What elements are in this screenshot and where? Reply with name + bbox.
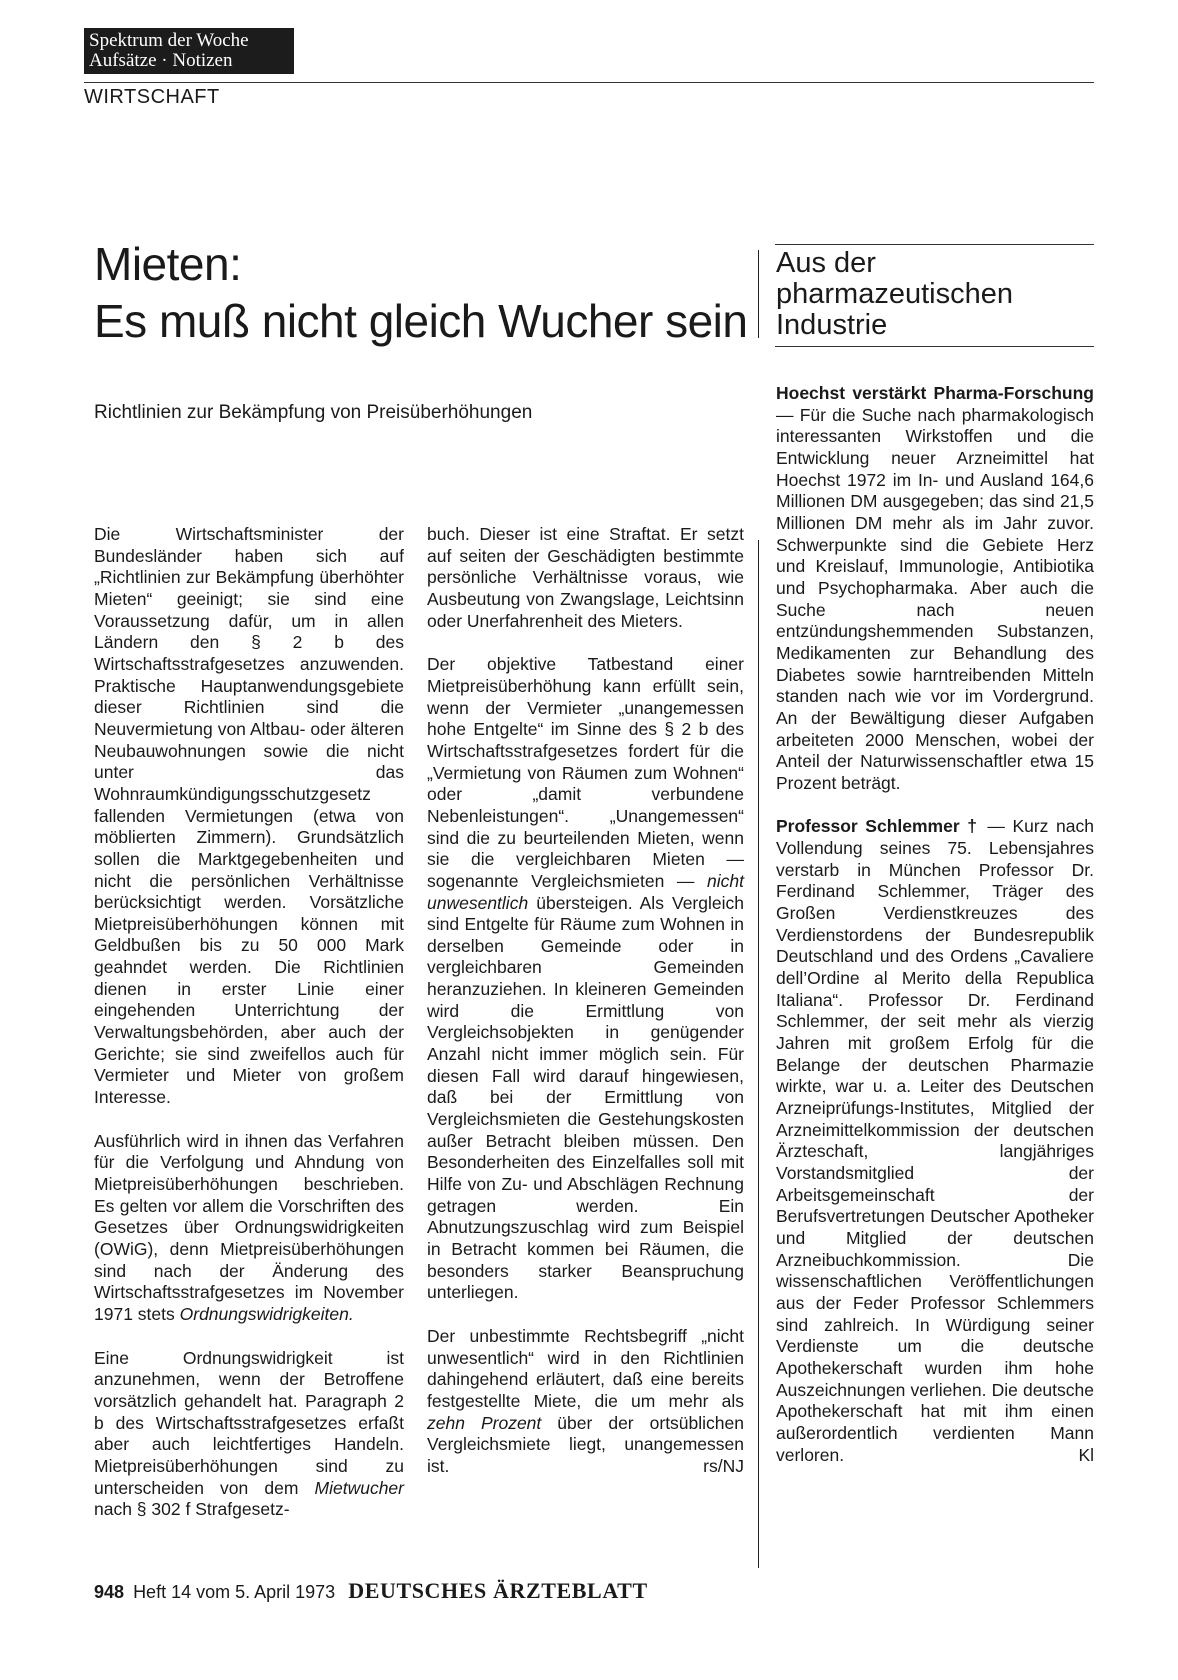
article-title-line-2: Es muß nicht gleich Wucher sein [94,295,748,347]
sidebar-rule-bottom [775,346,1094,347]
news-item-heading: Professor Schlemmer † [776,816,980,837]
emphasis-text: nicht unwesentlich [427,870,744,913]
paragraph-text: Der unbestimmte Rechtsbegriff „nicht unwesentlich“ wird in den Richtlinien dahingehend erläutert, daß eine bereits festgestellte Miete, die um mehr als [427,1325,744,1411]
journal-name: DEUTSCHES ÄRZTEBLATT [348,1578,648,1603]
sidebar-title-line-2: pharmazeutischen [776,278,1013,310]
paragraph [94,1131,404,1326]
header-rule [84,82,1094,83]
author-signature: rs/NJ [703,1455,744,1476]
emphasis-text: Ordnungswidrigkeiten. [179,1303,354,1324]
article-subtitle: Richtlinien zur Bekämpfung von Preisüberhöhungen [94,402,533,423]
sidebar-title [776,248,1094,341]
page-footer [94,1578,648,1604]
badge-line-2: Aufsätze · Notizen [89,50,233,71]
section-badge [84,28,294,74]
paragraph-text: Ausführlich wird in ihnen das Verfahren für die Verfolgung und Ahndung von Mietpreisüberhöhungen beschrieben. Es gelten vor allem die Vorschriften des Gesetzes über Ordnungswidrigkeiten (OWiG), denn Mietpreisüberhöhungen sind nach der Änderung des Wirtschaftsstrafgesetzes im November 1971 stets [94,1130,404,1324]
badge-line-1: Spektrum der Woche [89,30,249,51]
paragraph-text: übersteigen. Als Vergleich sind Entgelte für Räume zum Wohnen in derselben Gemeinde oder in vergleichbaren Gemeinden heranzuziehen. In kleineren Gemeinden wird die Ermittlung von Vergleichsobjekten in genügender Anzahl nicht immer möglich sein. Für diesen Fall wird darauf hingewiesen, daß bei der Ermittlung von Vergleichsmieten die Gestehungskosten außer Betracht bleiben müssen. Den Besonderheiten des Einzelfalles soll mit Hilfe von Zu- und Abschlägen Rechnung getragen werden. Ein Abnutzungszuschlag wird zum Beispiel in Betracht kommen bei Räumen, die besonders starker Beanspruchung unterliegen. [427,892,744,1303]
paragraph-text: über der ortsüblichen Vergleichsmiete liegt, unangemessen ist. [427,1412,744,1476]
news-item [776,383,1094,794]
column-divider-top [758,250,759,338]
article-title [94,236,747,350]
page-number: 948 [94,1582,125,1602]
paragraph [94,1348,404,1521]
news-item-text: — Kurz nach Vollendung seines 75. Lebensjahres verstarb in München Professor Dr. Ferdinand Schlemmer, Träger des Großen Verdienstkreuzes des Verdienstordens der Bundesrepublik Deutschland und des Ordens „Cavaliere dell’Ordine al Merito della Republica Italiana“. Professor Dr. Ferdinand Schlemmer, der seit mehr als vierzig Jahren mit großem Erfolg für die Belange der deutschen Pharmazie wirkte, war u. a. Leiter des Deutschen Arzneiprüfungs-Institutes, Mitglied der Arzneimittelkommission der deutschen Ärzteschaft, langjähriges Vorstandsmitglied der Arbeitsgemeinschaft der Berufsvertretungen Deutscher Apotheker und Mitglied der deutschen Arzneibuchkommission. Die wissenschaftlichen Veröffentlichungen aus der Feder Professor Schlemmers sind zahlreich. In Würdigung seiner Verdienste um die deutsche Apothekerschaft wurden ihm hohe Auszeichnungen verliehen. Die deutsche Apothekerschaft hat mit ihm einen außerordentlich verdienten Mann verloren. [776,816,1094,1465]
emphasis-text: zehn Prozent [427,1412,542,1433]
paragraph: buch. Dieser ist eine Straftat. Er setzt auf seiten der Geschädigten bestimmte persönliche Verhältnisse voraus, wie Ausbeutung von Zwangslage, Leichtsinn oder Unerfahrenheit des Mieters. [427,524,744,631]
issue-info: Heft 14 vom 5. April 1973 [133,1582,336,1602]
column-divider [758,540,759,1568]
sidebar-title-line-3: Industrie [776,309,888,341]
paragraph-text: nach § 302 f Strafgesetz- [94,1499,290,1520]
sidebar-column [776,383,1094,1466]
article-column-left [94,524,404,1521]
article-column-middle [427,524,744,1478]
news-item-heading: Hoechst verstärkt Pharma-Forschung [776,383,1094,403]
sidebar-rule-top [775,244,1094,245]
article-title-line-1: Mieten: [94,238,242,290]
paragraph [427,654,744,1304]
paragraph-text: Eine Ordnungswidrigkeit ist anzunehmen, wenn der Betroffene vorsätzlich gehandelt hat. Paragraph 2 b des Wirtschaftsstrafgesetzes erfaßt aber auch leichtfertiges Handeln. Mietpreisüberhöhungen sind zu unterscheiden von dem [94,1347,404,1498]
paragraph: Die Wirtschaftsminister der Bundesländer haben sich auf „Richtlinien zur Bekämpfung überhöhter Mieten“ geeinigt; sie sind eine Voraussetzung dafür, um in allen Ländern den § 2 b des Wirtschaftsstrafgesetzes anzuwenden. Praktische Hauptanwendungsgebiete dieser Richtlinien sind die Neuvermietung von Altbau- oder älteren Neubauwohnungen sowie die nicht unter das Wohnraumkündigungsschutzgesetz fallenden Vermietungen (etwa von möblierten Zimmern). Grundsätzlich sollen die Marktgegebenheiten und nicht die persönlichen Verhältnisse berücksichtigt werden. Vorsätzliche Mietpreisüberhöhungen können mit Geldbußen bis zu 50 000 Mark geahndet werden. Die Richtlinien dienen in erster Linie einer eingehenden Unterrichtung der Verwaltungsbehörden, aber auch der Gerichte; sie sind zweifellos auch für Vermieter und Mieter von großem Interesse. [94,524,404,1108]
sidebar-title-line-1: Aus der [776,247,876,279]
section-label: WIRTSCHAFT [84,86,220,108]
news-item [776,816,1094,1466]
author-signature: Kl [1078,1444,1094,1465]
paragraph-text: Der objektive Tatbestand einer Mietpreisüberhöhung kann erfüllt sein, wenn der Vermieter „unangemessen hohe Entgelte“ im Sinne des § 2 b des Wirtschaftsstrafgesetzes fordert für die „Vermietung von Räumen zum Wohnen“ oder „damit verbundene Nebenleistungen“. „Unangemessen“ sind die zu beurteilenden Mieten, wenn sie die vergleichbaren Mieten — sogenannte Vergleichsmieten — [427,654,744,891]
emphasis-text: Mietwucher [314,1477,404,1498]
paragraph [427,1326,744,1478]
news-item-text: — Für die Suche nach pharmakologisch interessanten Wirkstoffen und die Entwicklung neuer Arzneimittel hat Hoechst 1972 im In- und Ausland 164,6 Millionen DM ausgegeben; das sind 21,5 Millionen DM mehr als im Jahr zuvor. Schwerpunkte sind die Gebiete Herz und Kreislauf, Immunologie, Antibiotika und Psychopharmaka. Aber auch die Suche nach neuen entzündungshemmenden Substanzen, Medikamenten zur Behandlung des Diabetes sowie harntreibenden Mitteln standen nach wie vor im Vordergrund. An der Bewältigung dieser Aufgaben arbeiteten 2000 Menschen, wobei der Anteil der Naturwissenschaftler etwa 15 Prozent beträgt. [776,404,1094,793]
